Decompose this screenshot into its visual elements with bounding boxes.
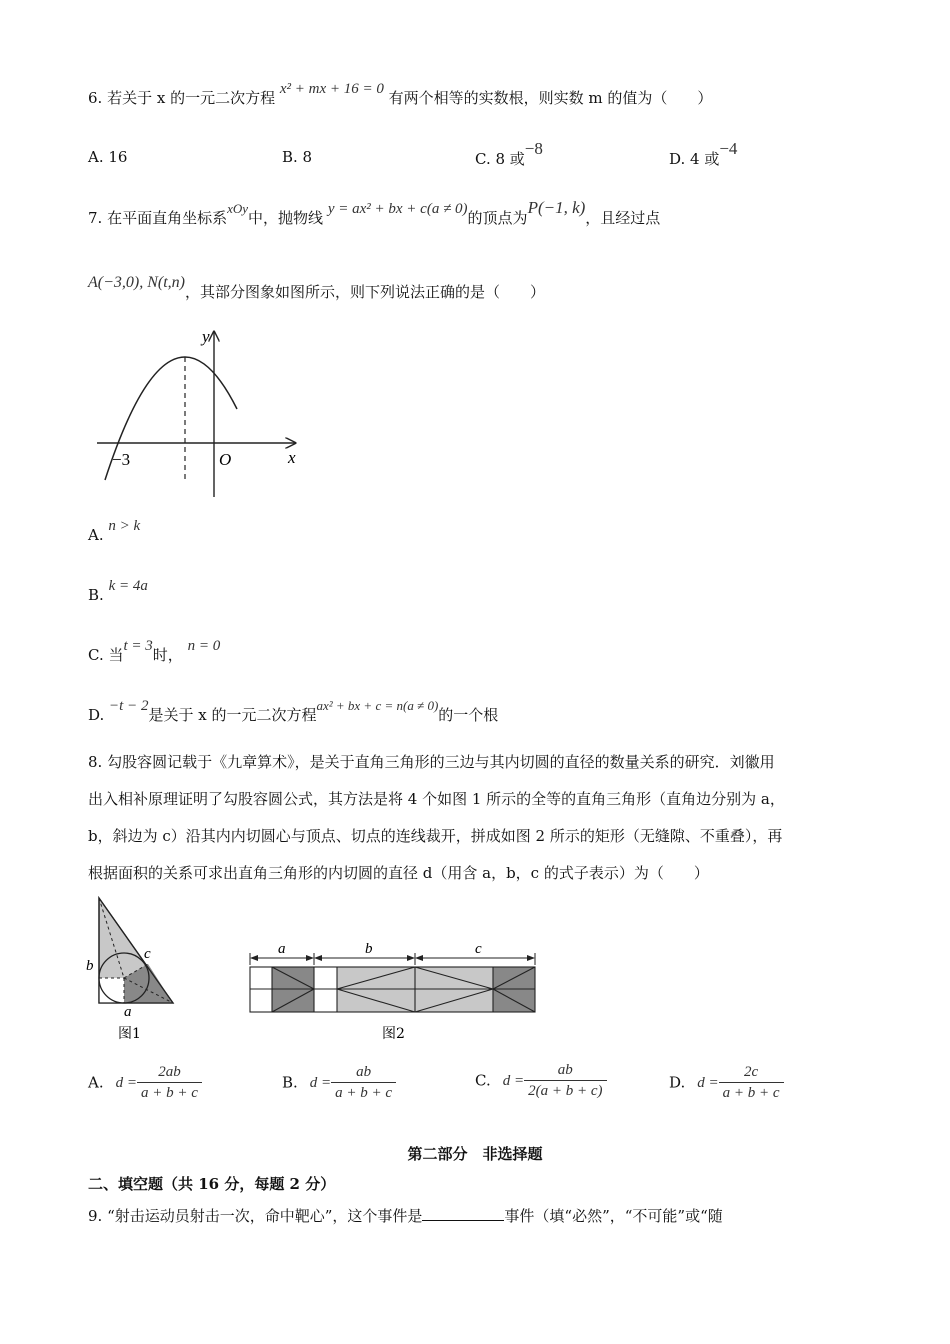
svg-text:图2: 图2	[382, 1026, 405, 1042]
svg-text:a: a	[124, 1004, 132, 1020]
origin-label: O	[219, 450, 232, 469]
part-2-title: 第二部分 非选择题	[407, 1145, 543, 1163]
svg-text:c: c	[144, 946, 151, 962]
figure-1	[80, 890, 200, 1050]
svg-text:图1: 图1	[118, 1026, 141, 1042]
question-7-stem-cont: A(−3,0), N(t,n)，其部分图象如图所示，则下列说法正确的是（ ）	[88, 274, 546, 301]
q8-option-d: D. d = $\frac{2c}{a + b + c}$	[669, 1062, 784, 1103]
parabola-graph	[90, 320, 310, 505]
q8-line-2: 出入相补原理证明了勾股容圆公式，其方法是将 4 个如图 1 所示的全等的直角三角形（直角边分别为 a，	[88, 790, 785, 808]
q6-option-d: D. 4 或−4	[669, 139, 738, 168]
question-6-stem	[88, 81, 713, 109]
q8-option-c: C. d = $\frac{ab}{2(a + b + c)}$	[475, 1060, 607, 1101]
y-axis-label: y	[202, 327, 210, 346]
q7-option-d: D. −t − 2是关于 x 的一元二次方程ax² + bx + c = n(a ≠ 0)的一个根	[88, 698, 499, 724]
q8-line-1: 8. 勾股容圆记载于《九章算术》，是关于直角三角形的三边与其内切圆的直径的数量关系的研究．刘徽用	[88, 753, 775, 771]
q7-option-c: C. 当t = 3时， n = 0	[88, 638, 221, 664]
svg-text:a: a	[278, 941, 286, 957]
section-heading: 二、填空题（共 16 分，每题 2 分）	[88, 1175, 336, 1193]
q6-equation: x² + mx + 16 = 0	[279, 81, 384, 97]
q7-option-b: B. k = 4a	[88, 578, 148, 604]
question-9-stem: 9. “射击运动员射击一次，命中靶心”，这个事件是 事件（填“必然”，“不可能”或“随	[88, 1204, 723, 1226]
q8-line-3: b，斜边为 c）沿其内内切圆心与顶点、切点的连线裁开，拼成如图 2 所示的矩形（无缝隙、不重叠），再	[88, 827, 783, 845]
svg-text:c: c	[475, 941, 482, 957]
q7-option-a: A. n > k	[88, 518, 141, 544]
root-label: −3	[112, 450, 131, 469]
q8-option-b: B. d = $\frac{ab}{a + b + c}$	[282, 1062, 396, 1103]
q6-option-b: B. 8	[282, 148, 313, 166]
question-7-stem: 7. 在平面直角坐标系xOy中，抛物线 y = ax² + bx + c(a ≠ 0)的顶点为P(−1, k)，且经过点	[88, 198, 661, 227]
q6-option-c: C. 8 或−8	[475, 139, 543, 168]
figure-2	[240, 935, 550, 1050]
q6-text: 6. 若关于 x 的一元二次方程	[88, 89, 276, 107]
q8-line-4: 根据面积的关系可求出直角三角形的内切圆的直径 d（用含 a，b，c 的式子表示）为（ ）	[88, 864, 709, 882]
svg-text:b: b	[86, 958, 94, 974]
q9-blank	[422, 1204, 504, 1221]
q6-option-a: A. 16	[88, 148, 128, 166]
svg-text:b: b	[365, 941, 373, 957]
q8-option-a: A. d = $\frac{2ab}{a + b + c}$	[88, 1062, 202, 1103]
q6-text-post: 有两个相等的实数根，则实数 m 的值为（ ）	[388, 89, 713, 107]
x-axis-label: x	[288, 448, 296, 467]
